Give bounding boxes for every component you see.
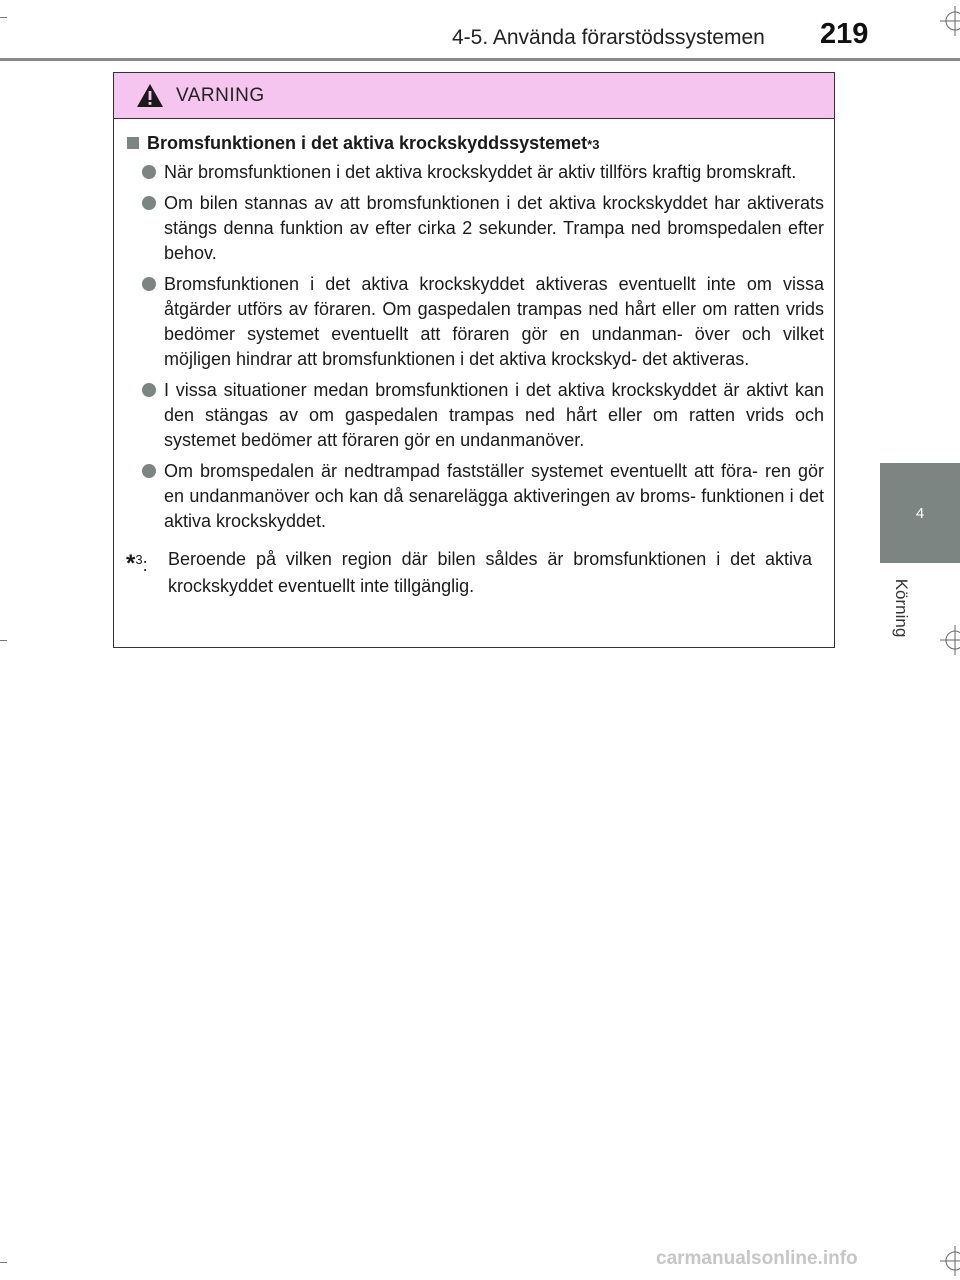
list-item-text: När bromsfunktionen i det aktiva krockskyddet är aktiv tillförs kraftig bromskraft. bbox=[164, 162, 797, 182]
header-divider bbox=[0, 58, 960, 61]
crop-mark bbox=[0, 1262, 7, 1263]
crop-mark bbox=[0, 640, 7, 641]
page-number: 219 bbox=[820, 18, 869, 50]
bullet-dot-icon bbox=[142, 277, 156, 291]
running-header: 4-5. Använda förarstödssystemen bbox=[452, 26, 765, 49]
bullet-dot-icon bbox=[142, 196, 156, 210]
list-item bbox=[126, 160, 824, 185]
chapter-label-container bbox=[881, 568, 921, 648]
list-item-text: Om bromspedalen är nedtrampad fastställer systemet eventuellt att föra- ren gör en undanmanöver och kan då senarelägga aktiveringen av broms- funktionen i det aktiva krockskyddet. bbox=[164, 461, 824, 531]
section-heading-text: Bromsfunktionen i det aktiva krockskyddssystemet bbox=[147, 133, 588, 153]
registration-mark-icon bbox=[940, 625, 960, 655]
watermark: carmanualsonline.info bbox=[656, 1248, 858, 1269]
footnote-star: * bbox=[126, 550, 136, 577]
chapter-number: 4 bbox=[915, 504, 925, 522]
list-item bbox=[126, 191, 824, 266]
footnote-number: 3 bbox=[135, 552, 143, 567]
bullet-dot-icon bbox=[142, 464, 156, 478]
footnote-mark bbox=[126, 546, 168, 600]
bullet-dot-icon bbox=[142, 165, 156, 179]
footnote-colon: : bbox=[142, 555, 148, 575]
list-item-text: Om bilen stannas av att bromsfunktionen i det aktiva krockskyddet har aktiverats stängs denna funktion av efter cirka 2 sekunder. Trampa ned bromspedalen efter behov. bbox=[164, 193, 824, 263]
registration-mark-icon bbox=[940, 1246, 960, 1276]
list-item bbox=[126, 459, 824, 534]
list-item bbox=[126, 378, 824, 453]
footnote bbox=[126, 546, 824, 600]
section-heading bbox=[126, 133, 824, 154]
warning-box bbox=[113, 72, 835, 648]
registration-mark-icon bbox=[940, 6, 960, 36]
footnote-text: Beroende på vilken region där bilen såldes är bromsfunktionen i det aktiva krockskyddet eventuellt inte tillgänglig. bbox=[168, 549, 812, 596]
warning-label: VARNING bbox=[176, 84, 265, 106]
list-item bbox=[126, 272, 824, 372]
chapter-tab bbox=[880, 463, 960, 563]
list-item-text: Bromsfunktionen i det aktiva krockskyddet aktiveras eventuellt inte om vissa åtgärder utförs av föraren. Om gaspedalen trampas ned hårt eller om ratten vrids bedömer systemet eventuellt att föraren gör en undanman- över och vilket möjligen hindrar att bromsfunktionen i det aktiva krockskyd- det aktiveras. bbox=[164, 274, 824, 369]
list-item-text: I vissa situationer medan bromsfunktionen i det aktiva krockskyddet är aktivt kan den stängas av om gaspedalen trampas ned hårt eller om ratten vrids och systemet bedömer att föraren gör en undanmanöver. bbox=[164, 380, 824, 450]
warning-header bbox=[114, 73, 834, 119]
warning-triangle-icon bbox=[136, 83, 164, 108]
section-heading-footnote-mark: *3 bbox=[587, 137, 600, 152]
chapter-label: Körning bbox=[892, 578, 911, 638]
square-bullet-icon bbox=[127, 137, 139, 149]
crop-mark bbox=[0, 17, 7, 18]
bullet-dot-icon bbox=[142, 383, 156, 397]
warning-content bbox=[114, 119, 834, 600]
